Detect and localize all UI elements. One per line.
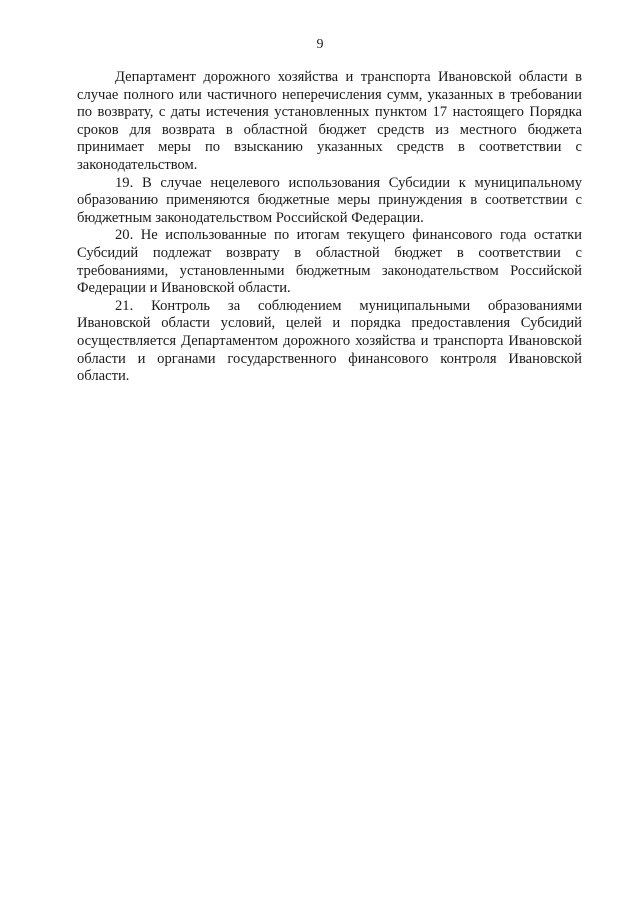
paragraph-19-misuse-of-subsidy: 19. В случае нецелевого использования Субсидии к муниципальному образованию применяются бюджетные меры принуждения в соответствии с бюджетным законодательством Российской Федерации. [77, 174, 582, 226]
paragraph-recovery-of-funds: Департамент дорожного хозяйства и транспорта Ивановской области в случае полного или частичного неперечисления сумм, указанных в требовании по возврату, с даты истечения установленных пунктом 17 настоящего Порядка сроков для возврата в областной бюджет средств из местного бюджета принимает меры по взысканию указанных средств в соответствии с законодательством. [77, 69, 582, 173]
document-body [77, 69, 582, 386]
page-number: 9 [316, 37, 324, 52]
paragraph-20-unused-balances: 20. Не использованные по итогам текущего финансового года остатки Субсидий подлежат возврату в областной бюджет в соответствии с требованиями, установленными бюджетным законодательством Российской Федерации и Ивановской области. [77, 227, 582, 297]
paragraph-21-control: 21. Контроль за соблюдением муниципальными образованиями Ивановской области условий, целей и порядка предоставления Субсидий осуществляется Департаментом дорожного хозяйства и транспорта Ивановской области и органами государственного финансового контроля Ивановской области. [77, 297, 582, 385]
